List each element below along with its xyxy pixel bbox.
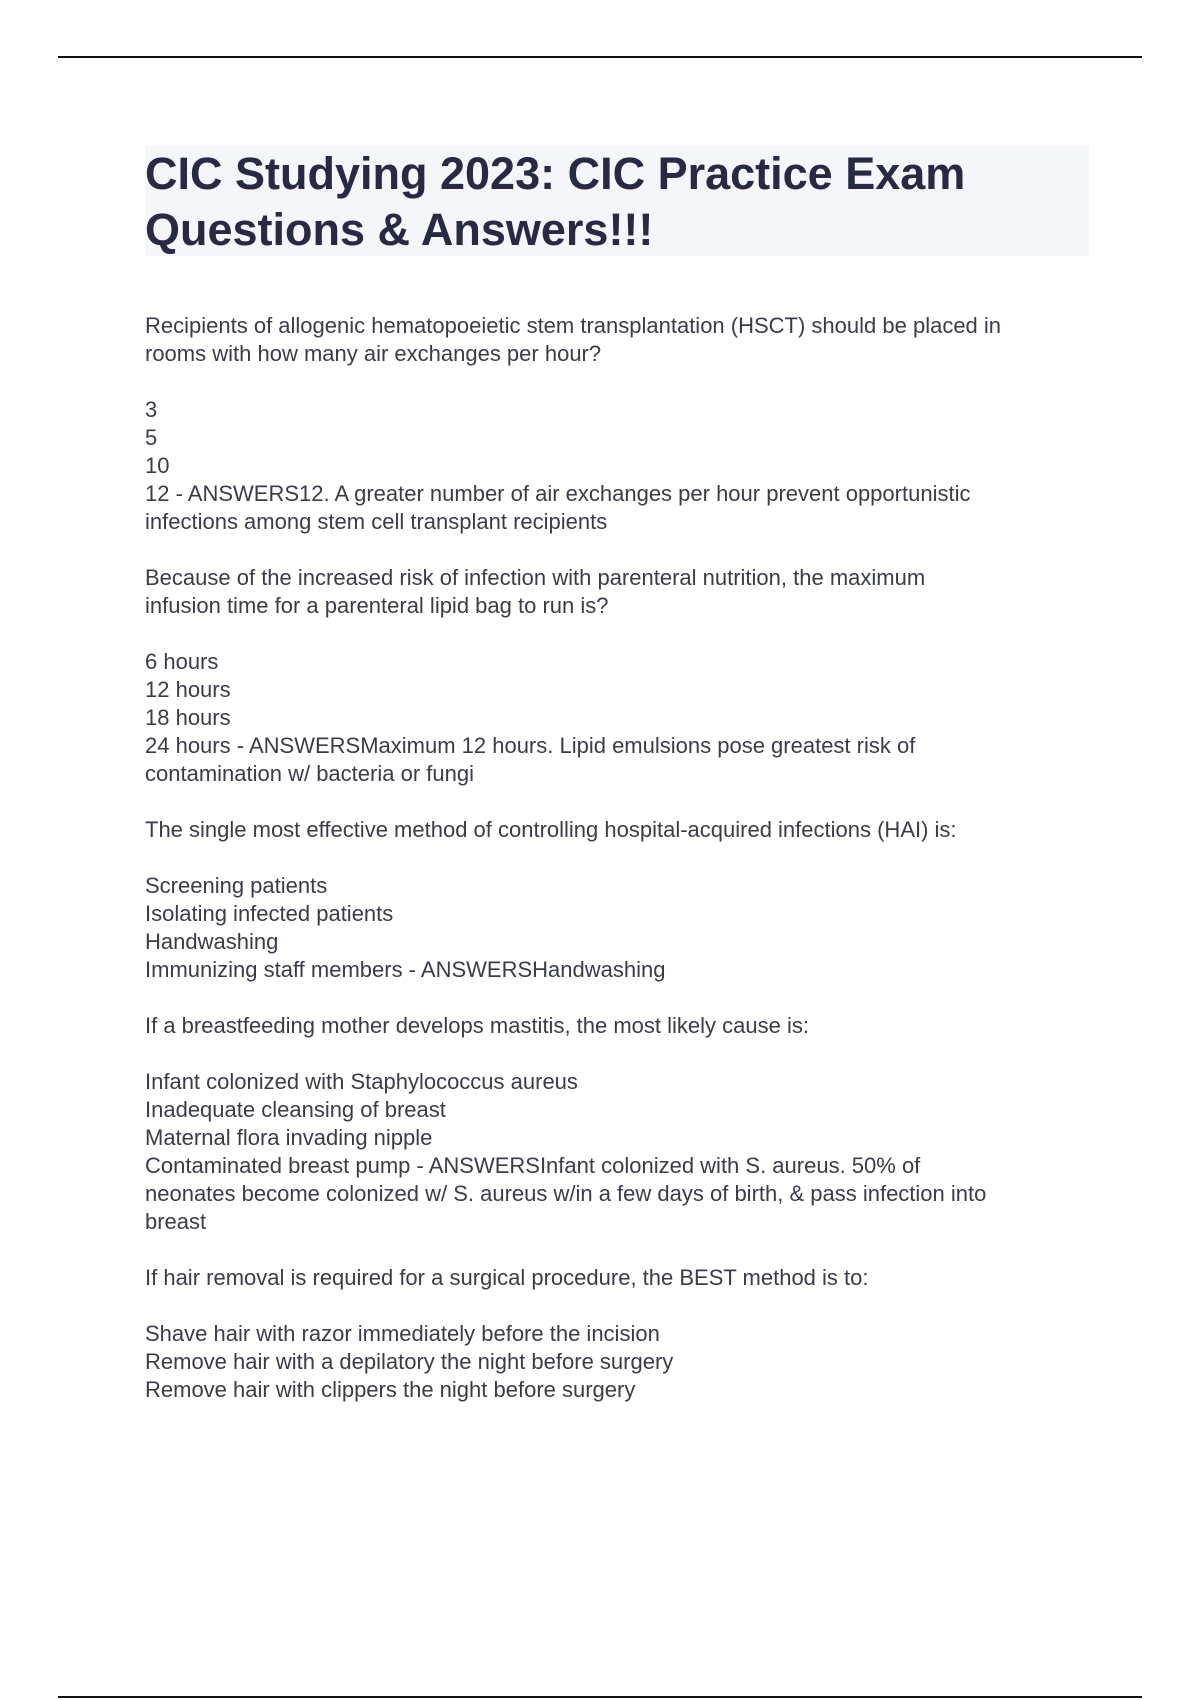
answer-option: Infant colonized with Staphylococcus aureus: [145, 1069, 578, 1094]
answer-explanation: neonates become colonized w/ S. aureus w/in a few days of birth, & pass infection into: [145, 1181, 987, 1206]
answer-option: Shave hair with razor immediately before the incision: [145, 1321, 660, 1346]
question-text: Because of the increased risk of infection with parenteral nutrition, the maximum: [145, 565, 926, 590]
questions-list: [145, 312, 1105, 1432]
answer-option: Inadequate cleansing of breast: [145, 1097, 446, 1122]
question-text: If hair removal is required for a surgical procedure, the BEST method is to:: [145, 1265, 869, 1290]
question-text: infusion time for a parenteral lipid bag to run is?: [145, 593, 609, 618]
answer-option: 12 - ANSWERS12. A greater number of air exchanges per hour prevent opportunistic: [145, 481, 971, 506]
answer-option: 12 hours: [145, 677, 231, 702]
question-block: [145, 1264, 1105, 1404]
answer-option: Handwashing: [145, 929, 279, 954]
answer-option: 3: [145, 397, 158, 422]
answer-explanation: infections among stem cell transplant recipients: [145, 509, 608, 534]
bottom-rule: [58, 1696, 1142, 1698]
question-text: The single most effective method of controlling hospital-acquired infections (HAI) is:: [145, 817, 957, 842]
question-text: If a breastfeeding mother develops mastitis, the most likely cause is:: [145, 1013, 809, 1038]
answer-option: Screening patients: [145, 873, 328, 898]
answer-option: Isolating infected patients: [145, 901, 394, 926]
answer-option: Immunizing staff members - ANSWERSHandwashing: [145, 957, 666, 982]
answer-explanation: breast: [145, 1209, 207, 1234]
question-block: [145, 816, 1105, 984]
answer-explanation: contamination w/ bacteria or fungi: [145, 761, 474, 786]
question-text: Recipients of allogenic hematopoeietic stem transplantation (HSCT) should be placed in: [145, 313, 1002, 338]
top-rule: [58, 56, 1142, 58]
answer-option: Remove hair with a depilatory the night before surgery: [145, 1349, 674, 1374]
answer-option: 10: [145, 453, 170, 478]
answer-option: 24 hours - ANSWERSMaximum 12 hours. Lipid emulsions pose greatest risk of: [145, 733, 916, 758]
answer-option: Maternal flora invading nipple: [145, 1125, 433, 1150]
title-line: CIC Studying 2023: CIC Practice Exam: [145, 148, 966, 199]
answer-option: 6 hours: [145, 649, 219, 674]
answer-option: 5: [145, 425, 158, 450]
document-title: [145, 146, 1089, 256]
question-text: rooms with how many air exchanges per hour?: [145, 341, 602, 366]
question-block: [145, 1012, 1105, 1236]
title-line: Questions & Answers!!!: [145, 204, 654, 255]
question-block: [145, 564, 1105, 788]
answer-option: Remove hair with clippers the night before surgery: [145, 1377, 636, 1402]
question-block: [145, 312, 1105, 536]
answer-option: Contaminated breast pump - ANSWERSInfant colonized with S. aureus. 50% of: [145, 1153, 921, 1178]
answer-option: 18 hours: [145, 705, 231, 730]
